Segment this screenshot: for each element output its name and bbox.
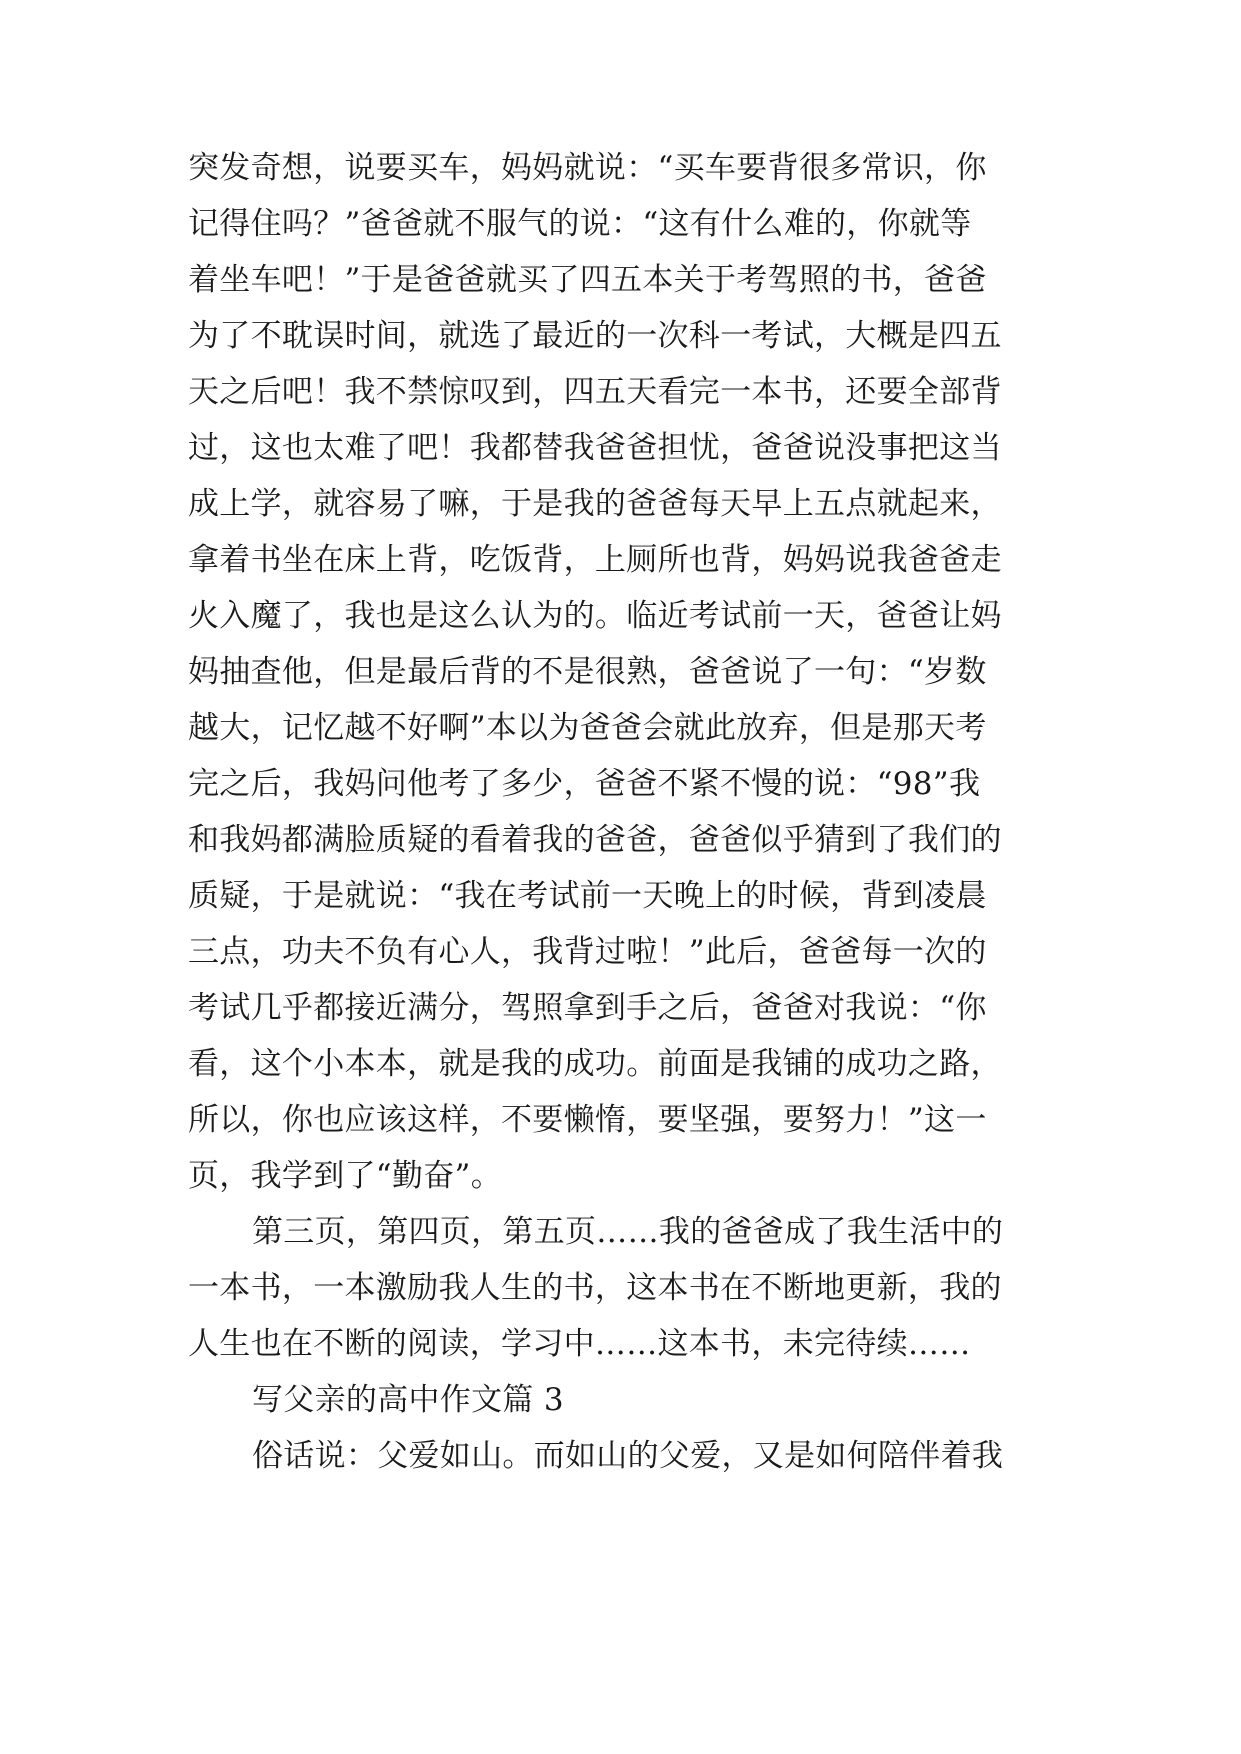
text-line: 页，我学到了“勤奋”。 — [188, 1158, 502, 1194]
text-line: 火入魔了，我也是这么认为的。临近考试前一天，爸爸让妈 — [188, 598, 1002, 634]
text-line: 质疑，于是就说：“我在考试前一天晚上的时候，背到凌晨 — [188, 878, 987, 914]
text-line: 突发奇想，说要买车，妈妈就说：“买车要背很多常识，你 — [188, 150, 987, 186]
paragraph-start-line: 俗话说：父爱如山。而如山的父爱，又是如何陪伴着我 — [252, 1438, 1004, 1474]
text-line: 完之后，我妈问他考了多少，爸爸不紧不慢的说：“98”我 — [188, 766, 981, 802]
text-line: 成上学，就容易了嘛，于是我的爸爸每天早上五点就起来， — [188, 486, 1002, 522]
text-line: 三点，功夫不负有心人，我背过啦！”此后，爸爸每一次的 — [188, 934, 987, 970]
text-line: 一本书，一本激励我人生的书，这本书在不断地更新，我的 — [188, 1270, 1002, 1306]
text-line: 看，这个小本本，就是我的成功。前面是我铺的成功之路， — [188, 1046, 1002, 1082]
text-line: 和我妈都满脸质疑的看着我的爸爸，爸爸似乎猜到了我们的 — [188, 822, 1002, 858]
text-line: 人生也在不断的阅读，学习中……这本书，未完待续…… — [188, 1326, 971, 1362]
text-line: 妈抽查他，但是最后背的不是很熟，爸爸说了一句：“岁数 — [188, 654, 987, 690]
text-line: 越大，记忆越不好啊”本以为爸爸会就此放弃，但是那天考 — [188, 710, 987, 746]
text-line: 天之后吧！我不禁惊叹到，四五天看完一本书，还要全部背 — [188, 374, 1002, 410]
text-line: 所以，你也应该这样，不要懒惰，要坚强，要努力！”这一 — [188, 1102, 987, 1138]
text-line: 着坐车吧！”于是爸爸就买了四五本关于考驾照的书，爸爸 — [188, 262, 987, 298]
text-line: 拿着书坐在床上背，吃饭背，上厕所也背，妈妈说我爸爸走 — [188, 542, 1002, 578]
text-line: 记得住吗？”爸爸就不服气的说：“这有什么难的，你就等 — [188, 206, 972, 242]
text-line: 为了不耽误时间，就选了最近的一次科一考试，大概是四五 — [188, 318, 1002, 354]
section-heading: 写父亲的高中作文篇 3 — [252, 1382, 564, 1418]
paragraph-start-line: 第三页，第四页，第五页……我的爸爸成了我生活中的 — [252, 1214, 1004, 1250]
text-line: 过，这也太难了吧！我都替我爸爸担忧，爸爸说没事把这当 — [188, 430, 1002, 466]
text-line: 考试几乎都接近满分，驾照拿到手之后，爸爸对我说：“你 — [188, 990, 987, 1026]
